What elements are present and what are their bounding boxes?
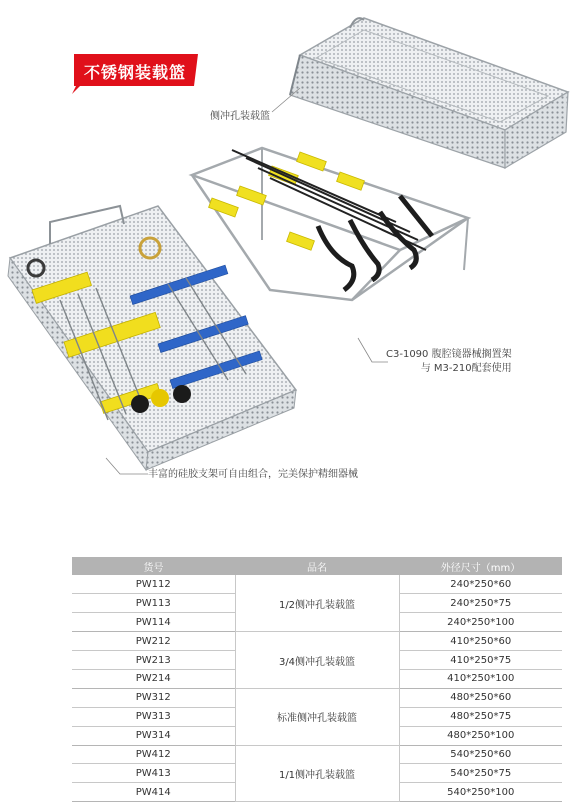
cell-product-name: 1/2侧冲孔装载篮 xyxy=(235,575,399,632)
cell-size: 410*250*60 xyxy=(399,632,562,651)
cell-product-name: 1/1侧冲孔装载篮 xyxy=(235,745,399,802)
callout-silicone: 丰富的硅胶支架可自由组合，完美保护精细器械 xyxy=(148,469,358,480)
cell-product-name: 标准侧冲孔装载篮 xyxy=(235,688,399,745)
cell-size: 410*250*75 xyxy=(399,651,562,670)
header-size: 外径尺寸（mm） xyxy=(399,557,562,575)
header-name: 品名 xyxy=(235,557,399,575)
cell-code: PW414 xyxy=(72,783,235,802)
cell-size: 540*250*100 xyxy=(399,783,562,802)
table-row xyxy=(72,688,562,707)
cell-code: PW413 xyxy=(72,764,235,783)
callout-rack-line2: 与 M3-210配套使用 xyxy=(420,363,512,374)
callout-rack-line1: C3-1090 腹腔镜器械搁置架 xyxy=(386,349,512,360)
cell-code: PW212 xyxy=(72,632,235,651)
cell-size: 480*250*100 xyxy=(399,726,562,745)
cell-code: PW412 xyxy=(72,745,235,764)
callout-side-basket: 侧冲孔装载篮 xyxy=(210,111,270,122)
cell-code: PW114 xyxy=(72,613,235,632)
cell-size: 410*250*100 xyxy=(399,669,562,688)
table-row xyxy=(72,632,562,651)
cell-size: 480*250*60 xyxy=(399,688,562,707)
cell-size: 240*250*75 xyxy=(399,594,562,613)
cell-product-name: 3/4侧冲孔装载篮 xyxy=(235,632,399,689)
table-row xyxy=(72,575,562,594)
mesh-basket-image xyxy=(290,18,568,168)
cell-code: PW314 xyxy=(72,726,235,745)
spec-table xyxy=(72,557,562,802)
cell-size: 240*250*60 xyxy=(399,575,562,594)
cell-code: PW112 xyxy=(72,575,235,594)
table-row xyxy=(72,745,562,764)
instrument-rack-image xyxy=(192,148,468,300)
cell-code: PW214 xyxy=(72,669,235,688)
table-header-row xyxy=(72,557,562,575)
silicone-basket-image xyxy=(8,206,296,470)
cell-code: PW213 xyxy=(72,651,235,670)
cell-size: 540*250*75 xyxy=(399,764,562,783)
cell-size: 240*250*100 xyxy=(399,613,562,632)
cell-code: PW113 xyxy=(72,594,235,613)
cell-code: PW313 xyxy=(72,707,235,726)
callout-rack xyxy=(386,348,512,376)
cell-size: 540*250*60 xyxy=(399,745,562,764)
banner-title: 不锈钢装载篮 xyxy=(84,63,187,82)
cell-size: 480*250*75 xyxy=(399,707,562,726)
header-code: 货号 xyxy=(72,557,235,575)
cell-code: PW312 xyxy=(72,688,235,707)
